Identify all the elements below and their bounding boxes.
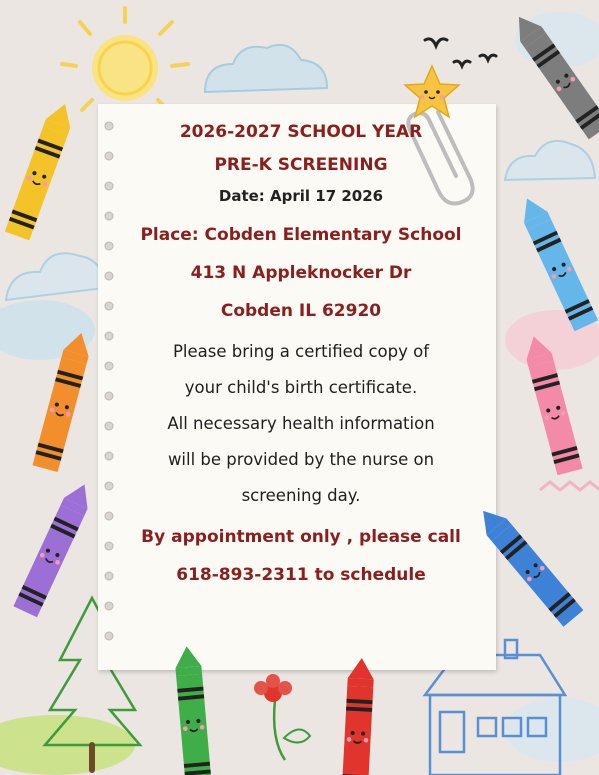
- address-city: Cobden IL 62920: [220, 301, 382, 321]
- instruction-line: your child's birth certificate.: [184, 378, 418, 397]
- instruction-line: will be provided by the nurse on: [167, 450, 435, 469]
- crayon-blue: [515, 193, 598, 331]
- crayon-purple: [13, 479, 96, 617]
- screening-place: Place: Cobden Elementary School: [140, 225, 462, 245]
- instruction-line: Please bring a certified copy of: [172, 342, 430, 361]
- crayon-green: [174, 645, 212, 775]
- crayon-gray: [508, 9, 599, 139]
- flyer-text-block: [106, 116, 496, 594]
- crayon-yellow: [5, 100, 77, 241]
- crayon-orange: [33, 330, 94, 472]
- crayon-pink: [521, 333, 582, 475]
- screening-date: Date: April 17 2026: [218, 187, 384, 205]
- appointment-line: By appointment only , please call: [141, 527, 461, 547]
- star-face-icon: [405, 66, 459, 117]
- crayon-red: [341, 657, 374, 775]
- address-street: 413 N Appleknocker Dr: [190, 263, 412, 283]
- instruction-line: All necessary health information: [167, 414, 435, 433]
- flyer-subtitle: PRE-K SCREENING: [214, 155, 388, 175]
- appointment-phone: 618-893-2311 to schedule: [176, 565, 426, 585]
- flyer-title: 2026-2027 SCHOOL YEAR: [179, 122, 423, 142]
- instruction-line: screening day.: [241, 486, 361, 505]
